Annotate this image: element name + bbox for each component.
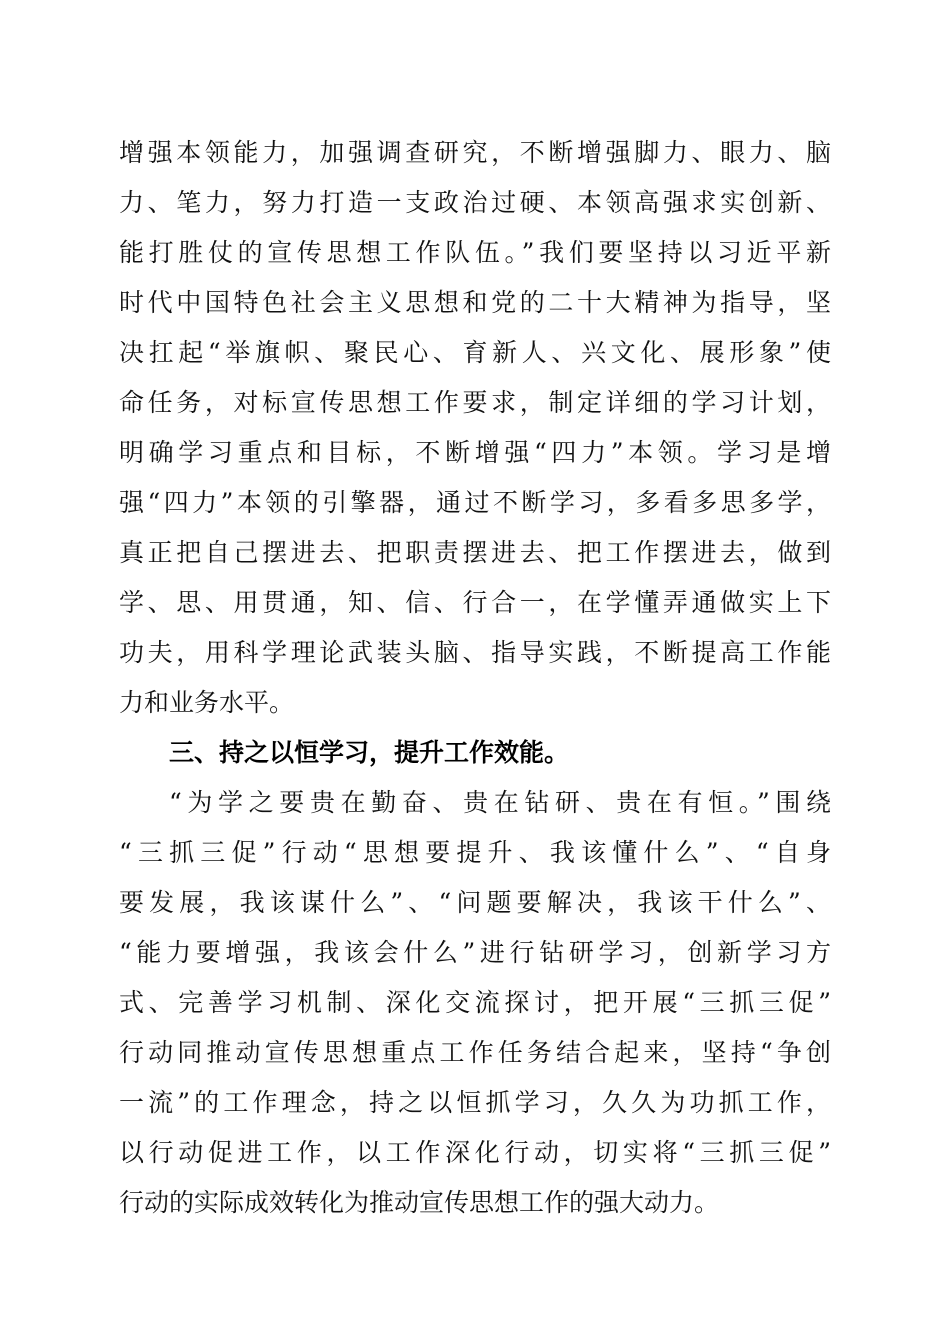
paragraph-line: 明确学习重点和目标，不断增强“四力”本领。学习是增 [119, 438, 831, 467]
paragraph-line: 强“四力”本领的引擎器，通过不断学习，多看多思多学， [119, 488, 831, 517]
paragraph-line: “三抓三促”行动“思想要提升、我该懂什么”、“自身 [119, 838, 831, 867]
paragraph-line: 决扛起“举旗帜、聚民心、育新人、兴文化、展形象”使 [119, 338, 831, 367]
paragraph-line: 命任务，对标宣传思想工作要求，制定详细的学习计划， [119, 388, 831, 417]
paragraph-line: 功夫，用科学理论武装头脑、指导实践，不断提高工作能 [119, 638, 831, 667]
paragraph-line: 真正把自己摆进去、把职责摆进去、把工作摆进去，做到 [119, 538, 831, 567]
paragraph-line: 学、思、用贯通，知、信、行合一，在学懂弄通做实上下 [119, 588, 831, 617]
paragraph-line: “能力要增强，我该会什么”进行钻研学习，创新学习方 [119, 938, 831, 967]
paragraph-line: 一流”的工作理念，持之以恒抓学习，久久为功抓工作， [119, 1088, 831, 1117]
paragraph-line: 力、笔力，努力打造一支政治过硬、本领高强求实创新、 [119, 188, 831, 217]
paragraph-line: 行动同推动宣传思想重点工作任务结合起来，坚持“争创 [119, 1038, 831, 1067]
section-heading: 三、持之以恒学习，提升工作效能。 [169, 738, 570, 767]
paragraph-line: 行动的实际成效转化为推动宣传思想工作的强大动力。 [119, 1188, 720, 1217]
paragraph-line: 以行动促进工作，以工作深化行动，切实将“三抓三促” [119, 1138, 831, 1167]
paragraph-line: 能打胜仗的宣传思想工作队伍。”我们要坚持以习近平新 [119, 238, 831, 267]
paragraph-line: “为学之要贵在勤奋、贵在钻研、贵在有恒。”围绕 [169, 788, 831, 817]
paragraph-line: 要发展，我该谋什么”、“问题要解决，我该干什么”、 [119, 888, 831, 917]
paragraph-line: 增强本领能力，加强调查研究，不断增强脚力、眼力、脑 [119, 138, 831, 167]
paragraph-line: 式、完善学习机制、深化交流探讨，把开展“三抓三促” [119, 988, 831, 1017]
paragraph-line: 力和业务水平。 [119, 688, 295, 717]
paragraph-line: 时代中国特色社会主义思想和党的二十大精神为指导，坚 [119, 288, 831, 317]
